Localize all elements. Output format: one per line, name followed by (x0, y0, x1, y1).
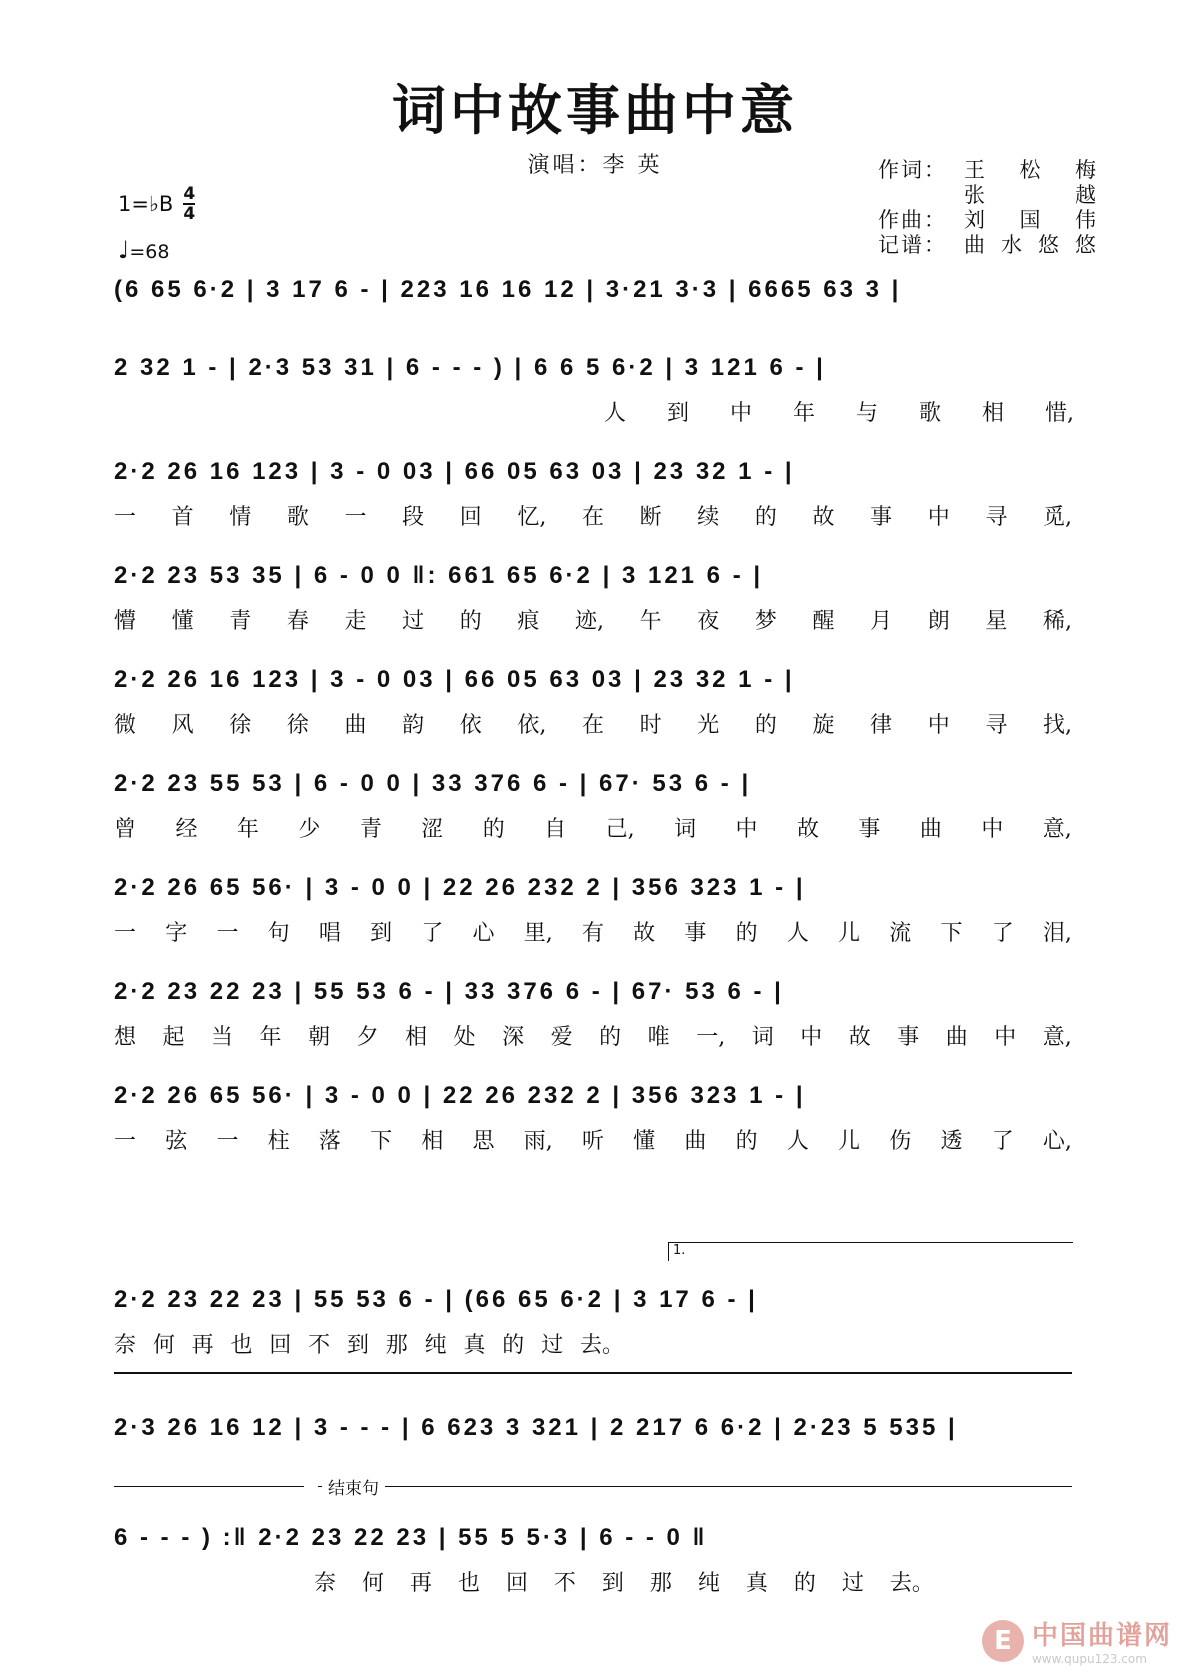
credits-block (878, 158, 1098, 258)
notation-line: 2·2 26 16 123 | 3 - 0 03 | 66 05 63 03 | 23 32 1 - | (114, 666, 795, 693)
song-title: 词中故事曲中意 (392, 78, 798, 142)
lyricist-row: 作词： 王 松 梅 (878, 158, 1098, 182)
site-watermark (982, 1615, 1172, 1666)
lyric-line: 一 首 情 歌 一 段 回 忆, 在 断 续 的 故 事 中 寻 觅, (114, 505, 1072, 530)
singer-credit: 演唱：李 英 (527, 153, 663, 178)
composer-row: 作曲： 刘 国 伟 (878, 208, 1098, 232)
ending-bracket-left (114, 1486, 304, 1487)
ending-bracket-right (318, 1486, 1072, 1487)
quarter-note-icon: ♩ (118, 236, 130, 264)
coda-label: 结束句 (322, 1474, 385, 1499)
lyric-line: 一 弦 一 柱 落 下 相 思 雨, 听 懂 曲 的 人 儿 伤 透 了 心, (114, 1129, 1072, 1154)
notation-line: 2·2 23 53 35 | 6 - 0 0 ‖: 661 65 6·2 | 3 121 6 - | (114, 562, 764, 589)
lyric-line: 想 起 当 年 朝 夕 相 处 深 爱 的 唯 一, 词 中 故 事 曲 中 意, (114, 1025, 1072, 1050)
notation-line: 2·2 26 65 56· | 3 - 0 0 | 22 26 232 2 | 356 323 1 - | (114, 874, 806, 901)
lyric-line: 曾 经 年 少 青 涩 的 自 己, 词 中 故 事 曲 中 意, (114, 817, 1072, 842)
notation-line: 6 - - - ) :‖ 2·2 23 22 23 | 55 5 5·3 | 6 - - 0 ‖ (114, 1524, 708, 1551)
lyric-line: 奈 何 再 也 回 不 到 那 纯 真 的 过 去。 (114, 1333, 624, 1358)
co-lyricist-row: 张 越 (964, 183, 1098, 207)
notation-line: 2·2 26 65 56· | 3 - 0 0 | 22 26 232 2 | 356 323 1 - | (114, 1082, 806, 1109)
notation-line: 2·2 23 55 53 | 6 - 0 0 | 33 376 6 - | 67· 53 6 - | (114, 770, 752, 797)
notation-line: 2 32 1 - | 2·3 53 31 | 6 - - - ) | 6 6 5 6·2 | 3 121 6 - | (114, 354, 826, 381)
notation-line: 2·3 26 16 12 | 3 - - - | 6 623 3 321 | 2 217 6 6·2 | 2·23 5 535 | (114, 1414, 958, 1441)
lyric-line: 懵 懂 青 春 走 过 的 痕 迹, 午 夜 梦 醒 月 朗 星 稀, (114, 609, 1072, 634)
lyric-line: 奈 何 再 也 回 不 到 那 纯 真 的 过 去。 (314, 1571, 934, 1596)
lyric-line: 微 风 徐 徐 曲 韵 依 依, 在 时 光 的 旋 律 中 寻 找, (114, 713, 1072, 738)
site-url: www.qupu123.com (1031, 1652, 1147, 1666)
key-signature: 1=♭B 4 4 (118, 184, 196, 224)
time-signature: 4 4 (183, 184, 196, 224)
transcriber-row: 记谱： 曲 水 悠 悠 (878, 233, 1098, 257)
tempo-marking: ♩=68 (118, 236, 170, 264)
lyric-line: 人 到 中 年 与 歌 相 惜, (604, 401, 1074, 426)
section-divider (114, 1372, 1072, 1374)
site-name: 中国曲谱网 (1031, 1621, 1172, 1651)
first-ending-volta: 1. (668, 1242, 1073, 1261)
notation-line: 2·2 23 22 23 | 55 53 6 - | 33 376 6 - | 67· 53 6 - | (114, 978, 784, 1005)
notation-line: 2·2 23 22 23 | 55 53 6 - | (66 65 6·2 | 3 17 6 - | (114, 1286, 758, 1313)
notation-line: 2·2 26 16 123 | 3 - 0 03 | 66 05 63 03 | 23 32 1 - | (114, 458, 795, 485)
notation-line: (6 65 6·2 | 3 17 6 - | 223 16 16 12 | 3·21 3·3 | 6665 63 3 | (114, 276, 902, 303)
lyric-line: 一 字 一 句 唱 到 了 心 里, 有 故 事 的 人 儿 流 下 了 泪, (114, 921, 1072, 946)
site-logo-icon: E (982, 1620, 1024, 1662)
